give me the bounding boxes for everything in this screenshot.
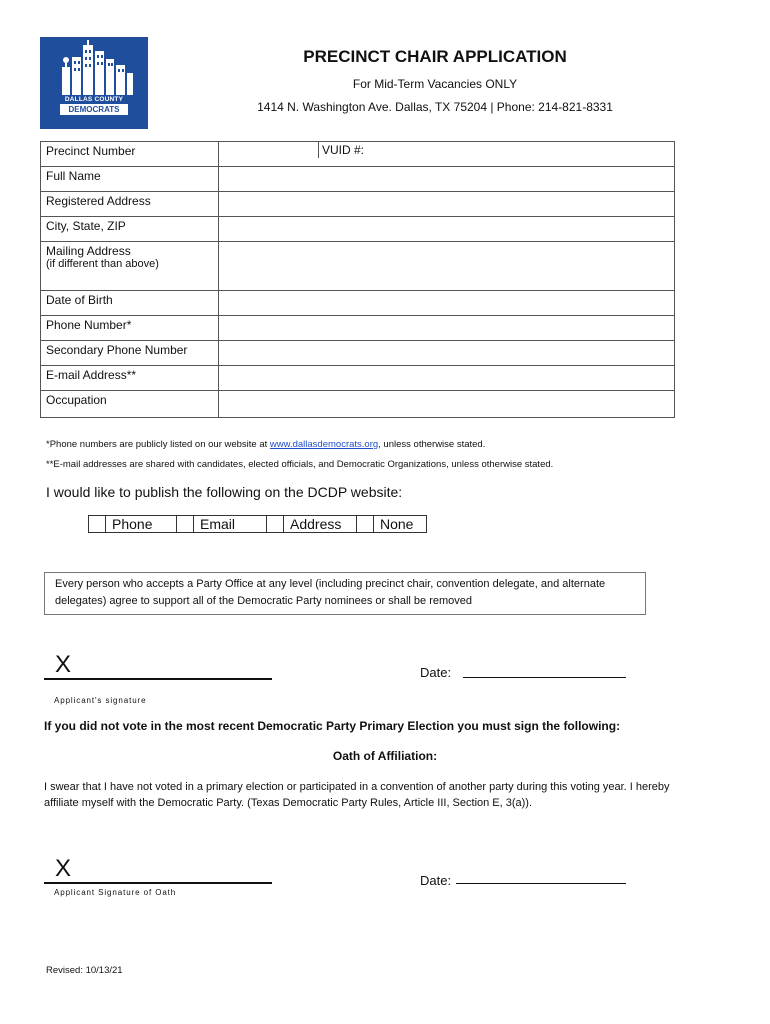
none-checkbox[interactable]: [357, 516, 374, 533]
field-label-city-state-zip: City, State, ZIP: [41, 217, 219, 242]
website-link[interactable]: www.dallasdemocrats.org: [269, 439, 379, 450]
publish-options: [88, 515, 427, 533]
oath-text: I swear that I have not voted in a primary election or participated in a convention of another party during this voting year. I hereby affiliate myself with the Democratic Party. (Texas Democratic Party Rules, Article III, Section E, 3(a)).: [44, 781, 670, 809]
field-label-mailing-address: [41, 242, 219, 291]
email-checkbox[interactable]: [177, 516, 194, 533]
page-title: PRECINCT CHAIR APPLICATION: [303, 47, 567, 66]
signature-date-label: Date:: [420, 665, 452, 680]
form-row-secondary-phone: [41, 341, 675, 366]
vuid-field[interactable]: [318, 142, 364, 158]
registered-address-input[interactable]: [219, 192, 675, 217]
oath-signature-x-mark: X: [55, 855, 72, 882]
form-row-registered-address: [41, 192, 675, 217]
publish-prompt: I would like to publish the following on the DCDP website:: [46, 484, 403, 500]
field-label-occupation: Occupation: [41, 391, 219, 418]
date-of-birth-input[interactable]: [219, 291, 675, 316]
occupation-input[interactable]: [219, 391, 675, 418]
form-row-city-state-zip: [41, 217, 675, 242]
form-row-full-name: [41, 167, 675, 192]
oath-date-input[interactable]: [456, 883, 626, 884]
mailing-address-input[interactable]: [219, 242, 675, 291]
application-form-table: [40, 141, 675, 418]
oath-instruction: If you did not vote in the most recent Democratic Party Primary Election you must sign the following:: [44, 719, 621, 733]
city-state-zip-input[interactable]: [219, 217, 675, 242]
field-label-full-name: Full Name: [41, 167, 219, 192]
field-label-registered-address: Registered Address: [41, 192, 219, 217]
city-skyline-icon: [40, 37, 148, 97]
field-label-email: E-mail Address**: [41, 366, 219, 391]
option-phone-label: Phone: [106, 516, 177, 533]
phone-checkbox[interactable]: [89, 516, 106, 533]
precinct-number-input[interactable]: [219, 142, 675, 167]
mailing-address-note: (if different than above): [46, 258, 159, 270]
form-row-mailing-address: [41, 242, 675, 291]
page-subtitle: For Mid-Term Vacancies ONLY: [352, 77, 518, 91]
secondary-phone-input[interactable]: [219, 341, 675, 366]
email-input[interactable]: [219, 366, 675, 391]
revision-date: Revised: 10/13/21: [46, 965, 123, 976]
field-label-secondary-phone: Secondary Phone Number: [41, 341, 219, 366]
signature-x-mark: X: [55, 651, 72, 678]
email-privacy-note: **E-mail addresses are shared with candidates, elected officials, and Democratic Organizations, unless otherwise stated.: [46, 459, 554, 470]
oath-signature-line[interactable]: [44, 882, 272, 884]
form-row-date-of-birth: [41, 291, 675, 316]
form-row-email: [41, 366, 675, 391]
vuid-label: VUID #:: [322, 143, 365, 157]
dallas-county-democrats-logo: [40, 37, 148, 129]
option-none-label: None: [374, 516, 427, 533]
phone-note-prefix: *Phone numbers are publicly listed on our website at: [46, 439, 270, 450]
field-label-precinct-number: Precinct Number: [41, 142, 219, 167]
pledge-notice: Every person who accepts a Party Office at any level (including precinct chair, convention delegate, and alternate delegates) agree to support all of the Democratic Party nominees or shall be removed: [44, 572, 646, 615]
field-label-phone-number: Phone Number*: [41, 316, 219, 341]
full-name-input[interactable]: [219, 167, 675, 192]
option-address-label: Address: [284, 516, 357, 533]
oath-signature-caption: Applicant Signature of Oath: [54, 888, 177, 897]
form-row-phone-number: [41, 316, 675, 341]
office-address: 1414 N. Washington Ave. Dallas, TX 75204 | Phone: 214-821-8331: [257, 100, 613, 114]
signature-date-input[interactable]: [463, 677, 626, 678]
signature-caption: Applicant's signature: [54, 696, 147, 705]
form-row-occupation: [41, 391, 675, 418]
applicant-signature-line[interactable]: [44, 678, 272, 680]
address-checkbox[interactable]: [267, 516, 284, 533]
phone-note-suffix: , unless otherwise stated.: [378, 439, 486, 450]
oath-title: Oath of Affiliation:: [332, 749, 438, 763]
option-email-label: Email: [194, 516, 267, 533]
logo-text-democrats: DEMOCRATS: [60, 104, 128, 115]
field-label-date-of-birth: Date of Birth: [41, 291, 219, 316]
oath-date-label: Date:: [420, 873, 452, 888]
phone-privacy-note: [46, 439, 485, 450]
logo-text-county: DALLAS COUNTY: [64, 96, 124, 103]
mailing-address-label: Mailing Address: [46, 244, 131, 258]
phone-number-input[interactable]: [219, 316, 675, 341]
